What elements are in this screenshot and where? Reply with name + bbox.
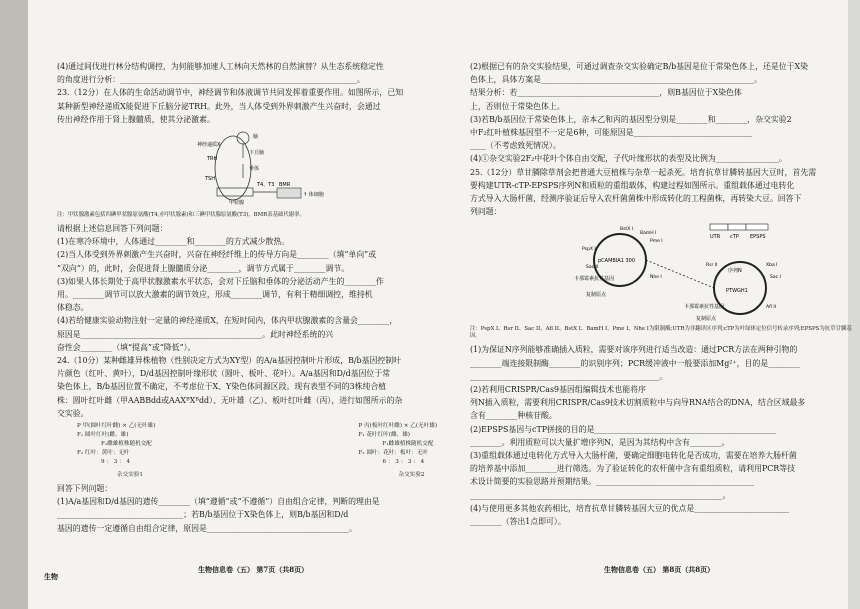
text-line: (2)若利用CRISPR/Cas9基因组编辑技术也能将序 [470,385,646,395]
cross2-f1: F₁ 花叶红叶(雌、雄) [358,432,410,439]
text-line: 要构建UTR-cTP-EPSPS序列N和质粒的重组载体，构建过程如图所示。重组载体通过电转化 [470,180,795,190]
text-line: 回答下列问题： [57,484,113,494]
text-line: 交实验。 [57,408,89,418]
cross2-ratio: 6 ： 3 ： 3 ： 4 [382,459,425,466]
text-line: 方式导入大肠杆菌，经测序验证后导入农杆菌菌株中形成转化的工程菌株，再转染大豆。回答下 [470,194,802,204]
tsh-label: TSH [205,176,215,183]
cross1-f2: F₂ 红叶：黄叶：无叶 [77,450,130,457]
text-line: 体稳态。 [57,303,89,313]
text-line: (1)A/a基因和D/d基因的遗传________（填“遵循”或“不遵循”）自由组合定律，判断的理由是 [57,497,380,507]
text-line: 某种新型神经递质X能促进下丘脑分泌TRH。此外，当人体受到外界刺激产生兴奋时，会通过 [57,101,381,111]
text-line: 结果分析：若____________________________________，则B基因位于X染色体 [470,88,742,98]
bmr-label: BMR [279,182,291,189]
text-line: (3)如果人体长期处于高甲状腺激素水平状态，会对下丘脑和垂体的分泌活动产生的________作 [57,276,384,286]
utr-label: UTR [710,234,721,241]
site-label: BstX I [620,227,634,233]
plasmid1-label: pCAMBIA1 300 [598,258,636,265]
text-line: ________________________________________________________________。 [470,490,731,500]
text-line: (1)在寒冷环境中，人体通过________和________的方式减少散热。 [57,237,290,247]
text-line: (4)①杂交实验2F₂中花叶个体自由交配，子代叶缘形状的表型及比例为________________。 [470,154,787,164]
text-line: 23.（12分）在人体的生命活动调节中，神经调节和体液调节共同发挥着重要作用。如图所示，已知 [57,88,404,98]
text-line: (2)EPSPS基因与cTP拼接的目的是______________________________________________ [470,424,776,434]
text-line: (4)通过间伐进行林分结构调控，为何能够加速人工林向天然林的自然演替？从生态系统稳定性 [57,62,384,71]
text-line: 色体上，具体方案是______________________________________________________。 [470,75,762,85]
text-line: (4)若给健康实验动物注射一定量的神经递质X，在短时间内，体内甲状腺激素的含量会________， [57,316,398,326]
cross1-f1-self: F₁雌雄植株随机交配 [101,441,152,448]
q22-tail [57,60,449,86]
q24-stem [57,354,449,420]
cross2-f1-self: F₁雌雄植株随机交配 [382,441,434,448]
cross2-f2: F₂ 圆叶：花叶：板叶：无叶 [358,450,428,457]
right-page [470,60,860,528]
text-line: ____（不考虑致死情况）。 [470,141,561,151]
plasmid-diagram [470,220,860,324]
ctp-box [728,224,746,230]
site-label: PspX I [582,247,596,253]
subject-mark: 生物 [44,572,58,581]
text-line: (2)当人体受到外界刺激产生兴奋时，兴奋在神经纤维上的传导方向是________（填“单向”或 [57,250,377,260]
hypothalamus-label: 下丘脑 [249,150,265,157]
plasmid2-label: PTWGH1 [726,288,748,295]
site-label: Nhe I [650,275,662,281]
site-label: Sac I [770,275,781,281]
q23-questions [57,222,449,354]
text-line: ________________________________________________。 [470,371,668,381]
text-line: (1)为保证N序列能够准确插入质粒，需要对该序列进行适当改造：通过PCR方法在两种引物的 [470,345,798,355]
q25-stem [470,166,860,219]
cross-experiment-2 [359,422,437,480]
text-line: 原因是______________________________________________。此时神经系统的兴 [57,329,334,339]
text-line: (2)根据已有的杂交实验结果，可通过调查杂交实验确定B/b基因是位于常染色体上，还是位于X染 [470,62,809,71]
text-line: (3)若B/b基因位于常染色体上，亲本乙和丙的基因型分别是________和________，杂交实验2 [470,114,792,124]
trh-label: TRH [207,156,218,163]
kan-label-1: 卡那霉素抗性基因 [574,276,615,283]
text-line: 列N插入质粒，需要利用CRISPR/Cas9技术切割质粒中与向导RNA结合的DNA，结合区域最多 [470,398,806,408]
text-line: ________（答出1点即可）。 [470,517,566,527]
utr-box [710,224,728,230]
ori-label-1: 复制原点 [586,292,607,299]
text-line: 中F₂红叶植株基因型不一定是6种，可能原因是______________________________ [470,128,752,138]
cross-diagrams [77,422,437,480]
text-line: (4)与使用更多其他农药相比，培育抗草甘膦转基因大豆的优点是________________________ [470,503,789,513]
seqN-label: 序列N [728,268,742,275]
page-binding-edge [0,0,28,609]
site-label: Rsr II [706,263,718,269]
cross1-p: P 甲(圆叶红叶雌) × 乙(无叶雄) [77,423,156,430]
text-line: 请根据上述信息回答下列问题： [57,224,168,234]
site-label: Pme I [650,239,663,245]
ctp-label: cTP [730,234,739,241]
body-cells-shape [277,188,301,198]
text-line: 含有________种核苷酸。 [470,411,557,421]
epsps-box [746,224,768,230]
cells-label: ↑ 体细胞 [303,192,324,199]
text-line: ________________________________；若B/b基因位于X染色体上，则B/b基因和D/d [57,510,349,520]
thyroid-shape [217,188,253,196]
text-line: 株：圆叶红叶雌（甲AABBdd或AAXᴮXᴮdd）、无叶雄（乙）、板叶红叶雌（丙），进行如图所示的杂 [57,395,403,405]
hormone-diagram-svg [57,128,449,210]
q24-continued [470,60,860,166]
transmitter-label: 神经递质X [197,142,221,149]
cross1-f1: F₁ 圆叶红叶(雌、雄) [77,432,129,439]
text-line: 列问题： [470,207,502,217]
left-footer: 生物信息卷（五） 第7页（共8页） [198,565,309,574]
text-line: “双向”）的，此时，会促进肾上腺髓质分泌________，调节方式属于________调节。 [57,263,350,273]
q25-questions [470,343,860,528]
text-line: ________。利用质粒可以大量扩增序列N，是因为其结构中含有________。 [470,437,730,447]
ori-label-2: 复制原点 [696,316,717,323]
brain-label: 脑 [253,134,259,141]
hormone-diagram [57,128,449,210]
cross2-caption: 杂交实验2 [398,472,425,479]
text-line: 术设计简要的实验思路并预期结果。________________________________________ [470,477,755,487]
text-line: 的培养基中添加________进行筛选。为了验证转化的农杆菌中含有重组质粒，请利用PCR等技 [470,464,796,474]
text-line: 传出神经作用于肾上腺髓质，使其分泌激素。 [57,114,215,124]
text-line: 用。________调节可以放大激素的调节效应，形成________调节，有利于精细调控，维持机 [57,290,373,300]
ligation-line [646,260,714,288]
figure-note: 注：PspX I、Rsr II、Sac II、Afl II、BstX I、BamH I、Pme I、Nhe I为限制酶;UTR为非翻译区序列;cTP为叶绿体定位信号转录序列;EPSPS为抗草甘膦基因。 [470,326,852,340]
thyroid-label: 甲状腺 [229,200,245,207]
text-line: (3)重组载体通过电转化方式导入大肠杆菌，要确定细胞电转化是否成功，需要在培养大肠杆菌 [470,451,797,461]
text-line: 24.（10分）某种雌雄异株植物（性别决定方式为XY型）的A/a基因控制叶片形成，B/b基因控制叶 [57,356,402,366]
cross2-p: P 丙(板叶红叶雌) × 乙(无叶雄) [358,423,437,430]
text-line: ________端连接限制酶________的识别序列；PCR缓冲液中一般要添加Mg²⁺，目的是________ [470,358,800,368]
text-line: 奋性会________（填“提高”或“降低”）。 [57,342,196,352]
text-line: 25.（12分）草甘膦除草剂会把普通大豆植株与杂草一起杀死。培育抗草甘膦转基因大豆时，首先需 [470,167,817,177]
text-line: 上，否则位于常染色体上。 [470,101,565,111]
right-footer: 生物信息卷（五） 第8页（共8页） [604,565,715,574]
t4t3-label: T4、T3 [257,182,275,189]
site-label: Sac II [586,265,599,271]
cross-experiment-1 [77,422,155,480]
left-page [57,60,449,535]
text-line: 基因的遗传一定遵循自由组合定律，原因是____________________________________。 [57,523,357,533]
text-line: 片颜色（红叶、黄叶），D/d基因控制叶缘形状（圆叶、板叶、花叶）。A/a基因和D/d基因位于常 [57,369,391,379]
site-label: BamH I [640,231,657,237]
text-line: 的角度进行分析：____________________________________________________________。 [57,75,365,85]
q24-questions [57,482,449,535]
figure-note: 注：甲状腺激素包括四碘甲状腺原氨酸(T4,亦甲状腺素)和三碘甲状腺原氨酸(T3)，BMR表基础代谢率。 [57,212,305,219]
site-label: Afl II [766,305,776,311]
pituitary-label: 垂体 [249,166,260,173]
cross1-ratio: 9 ： 3 ： 4 [101,459,130,466]
epsps-label: EPSPS [750,234,766,241]
plasmid-diagram-svg [470,220,860,324]
text-line: 染色体上，B/b基因位置不确定，不考虑位于X、Y染色体同源区段。现有表型不同的3株纯合植 [57,382,387,392]
kan-label-2: 卡那霉素抗性基因 [684,304,725,311]
q23-stem [57,86,449,126]
site-label: Xba I [766,263,778,269]
cross1-caption: 杂交实验1 [117,472,143,479]
